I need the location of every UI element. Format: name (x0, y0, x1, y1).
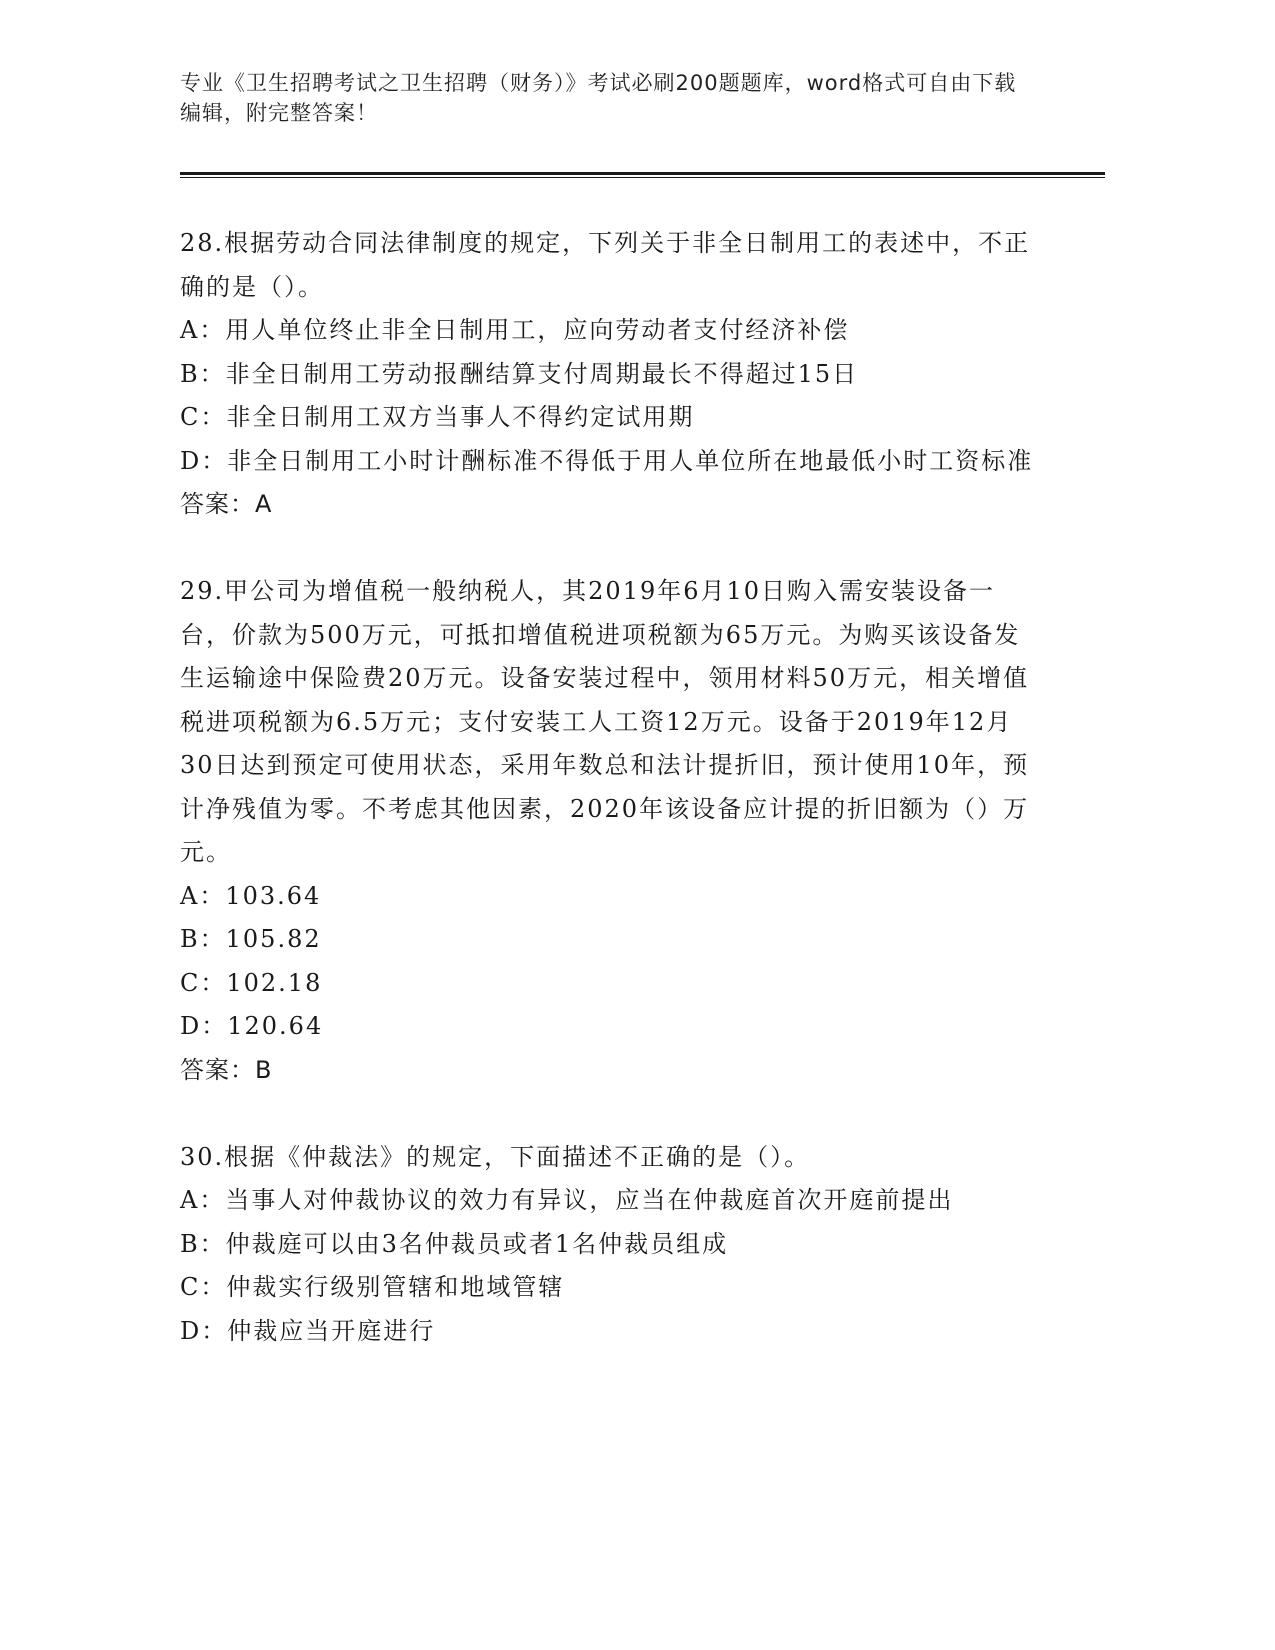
question-29 (180, 570, 1040, 1092)
question-stem: 29.甲公司为增值税一般纳税人，其2019年6月10日购入需安装设备一台，价款为500万元，可抵扣增值税进项税额为65万元。为购买该设备发生运输途中保险费20万元。设备安装过程中，领用材料50万元，相关增值税进项税额为6.5万元；支付安装工人工资12万元。设备于2019年12月30日达到预定可使用状态，采用年数总和法计提折旧，预计使用10年，预计净残值为零。不考虑其他因素，2020年该设备应计提的折旧额为（）万元。 (180, 577, 1030, 866)
question-stem: 30.根据《仲裁法》的规定，下面描述不正确的是（）。 (180, 1142, 811, 1171)
header-divider-thin (180, 177, 1105, 178)
question-stem: 28.根据劳动合同法律制度的规定，下列关于非全日制用工的表述中，不正确的是（）。 (180, 229, 1031, 301)
option-d: D：120.64 (180, 1012, 324, 1040)
option-b: B：仲裁庭可以由3名仲裁员或者1名仲裁员组成 (180, 1229, 729, 1258)
option-c: C：仲裁实行级别管辖和地域管辖 (180, 1273, 565, 1301)
header-divider-thick (180, 172, 1105, 175)
question-list (180, 222, 1040, 1353)
option-d: D：非全日制用工小时计酬标准不得低于用人单位所在地最低小时工资标准 (180, 446, 1034, 475)
question-28 (180, 222, 1040, 527)
question-30 (180, 1136, 1040, 1354)
option-c: C：非全日制用工双方当事人不得约定试用期 (180, 403, 695, 431)
answer-line: 答案：A (180, 490, 273, 518)
document-header: 专业《卫生招聘考试之卫生招聘（财务）》考试必刷200题题库，word格式可自由下载编辑，附完整答案！ (180, 71, 1017, 125)
option-b: B：105.82 (180, 925, 322, 953)
option-a: A：用人单位终止非全日制用工，应向劳动者支付经济补偿 (180, 316, 850, 344)
option-b: B：非全日制用工劳动报酬结算支付周期最长不得超过15日 (180, 359, 859, 388)
answer-line: 答案：B (180, 1055, 273, 1084)
option-a: A：103.64 (180, 881, 322, 910)
option-c: C：102.18 (180, 968, 323, 997)
option-d: D：仲裁应当开庭进行 (180, 1316, 436, 1345)
option-a: A：当事人对仲裁协议的效力有异议，应当在仲裁庭首次开庭前提出 (180, 1186, 954, 1214)
